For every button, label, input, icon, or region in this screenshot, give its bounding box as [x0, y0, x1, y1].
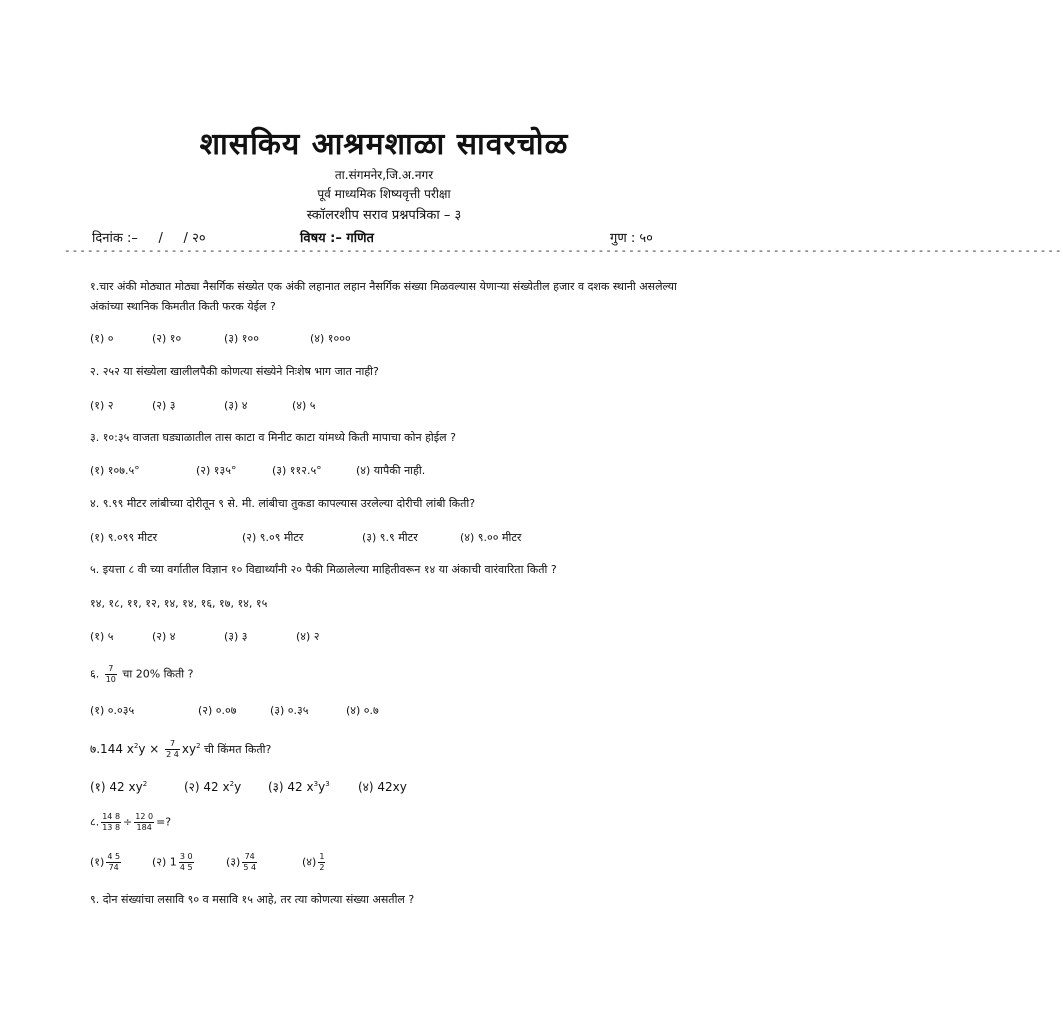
- option-3: (३) १००: [224, 332, 259, 345]
- option-2: (२) ४: [152, 630, 176, 643]
- option-3: (३) ०.३५: [270, 704, 309, 717]
- option-exponent: 2: [229, 780, 235, 788]
- fraction-numerator: 7: [105, 664, 117, 675]
- question-6-number: ६.: [90, 667, 100, 681]
- fraction-denominator: 184: [136, 823, 152, 832]
- option-text: (२) 42 x: [184, 780, 230, 794]
- q7-question-text: ची किंमत किती?: [200, 743, 272, 756]
- question-9: ९. दोन संख्यांचा लसावि ९० व मसावि १५ आहे, तर त्या कोणत्या संख्या असतील ?: [90, 893, 415, 906]
- fraction-denominator: 74: [108, 863, 119, 872]
- fraction-numerator: 3 0: [179, 852, 193, 861]
- fraction-denominator: 2: [319, 863, 325, 872]
- q8-operator: ÷: [123, 815, 133, 829]
- question-1: १.चार अंकी मोठ्यात मोठ्या नैसर्गिक संख्येत एक अंकी लहानात लहान नैसर्गिक संख्या मिळवल्यास येणाऱ्या संख्येतील हजार व दशक स्थानी असलेल्या अंकांच्या स्थानिक किमतीत किती फरक येईल ?: [90, 280, 677, 313]
- option-4: (४) यापैकी नाही.: [356, 464, 426, 477]
- option-4: (४) ५: [292, 399, 316, 412]
- fraction-numerator: 12 0: [135, 812, 154, 821]
- question-7: [90, 736, 271, 760]
- option-text: (३) 42 x: [268, 780, 314, 794]
- option-2: (२) १३५°: [196, 464, 237, 477]
- option-1: (१) ०.०३५: [90, 704, 135, 717]
- q8-number: ८.: [90, 815, 100, 829]
- option-2: (२) १०: [152, 332, 182, 345]
- question-5: ५. इयत्ता ८ वी च्या वर्गातील विज्ञान १० विद्यार्थ्यांनी २० पैकी मिळालेल्या माहितीवरून १४ या अंकाची वारंवारिता किती ?: [90, 563, 557, 576]
- option-2: (२) ०.०७: [198, 704, 237, 717]
- option-exponent: 2: [142, 780, 148, 788]
- fraction-denominator: 2 4: [166, 750, 179, 759]
- option-1: (१) ०: [90, 332, 114, 345]
- question-8: [90, 812, 171, 833]
- subject-label: विषय :– गणित: [300, 231, 374, 246]
- question-2: २. २५२ या संख्येला खालीलपैकी कोणत्या संख्येने निःशेष भाग जात नाही?: [90, 365, 379, 378]
- option-fraction: [318, 852, 325, 873]
- option-4: (४) ९.०० मीटर: [460, 531, 522, 544]
- option-tail: y: [234, 780, 242, 794]
- option-3: (३) ११२.५°: [272, 464, 322, 477]
- option-exponent: 3: [313, 780, 319, 788]
- option-1: (१) ९.०९९ मीटर: [90, 531, 158, 544]
- option-1: [90, 852, 123, 873]
- separator-line: -----------------------------------------------------------------------------------------------------------------------------------: [64, 244, 1063, 257]
- q7-mid: y ×: [138, 742, 160, 756]
- option-4: (४) ०.७: [346, 704, 379, 717]
- fraction-numerator: 7: [165, 739, 180, 750]
- paper-name: स्कॉलरशीप सराव प्रश्नपत्रिका – ३: [306, 208, 462, 223]
- q7-fraction: [165, 739, 180, 760]
- option-1: (१) २: [90, 399, 114, 412]
- q7-exponent-2: 2: [196, 742, 201, 750]
- fraction-numerator: 1: [319, 852, 325, 861]
- option-3: (३) ३: [224, 630, 248, 643]
- fraction-denominator: 5 4: [243, 863, 257, 872]
- option-4: (४) २: [296, 630, 320, 643]
- question-6: [90, 664, 193, 685]
- option-2: [152, 852, 196, 873]
- question-5-data: १४, १८, ११, १२, १४, १४, १६, १७, १४, १५: [90, 597, 268, 610]
- option-4: (४) 42xy: [358, 780, 407, 794]
- fraction-denominator: 13 8: [102, 823, 121, 832]
- q7-exponent: 2: [133, 742, 139, 750]
- option-3: (३) ४: [224, 399, 248, 412]
- question-6-text: चा 20% किती ?: [122, 667, 194, 681]
- fraction-seven-tenths: [105, 664, 117, 685]
- question-4: ४. ९.९९ मीटर लांबीच्या दोरीतून ९ से. मी. लांबीचा तुकडा कापल्यास उरलेल्या दोरीची लांबी किती?: [90, 497, 476, 510]
- option-3: (३) ९.९ मीटर: [362, 531, 418, 544]
- q7-prefix: ७.144 x: [90, 742, 134, 756]
- location-line: ता.संगमनेर,जि.अ.नगर: [334, 168, 434, 182]
- option-fraction: [242, 852, 257, 873]
- q8-question-mark: =?: [156, 815, 172, 829]
- option-label: (३): [226, 855, 241, 869]
- option-2: (२) ९.०९ मीटर: [242, 531, 304, 544]
- option-1: (१) ५: [90, 630, 114, 643]
- option-fraction: [179, 852, 194, 873]
- option-label: (४): [302, 855, 317, 869]
- option-fraction: [106, 852, 121, 873]
- option-exponent-2: 3: [325, 780, 330, 788]
- fraction-numerator: 4 5: [107, 852, 121, 861]
- option-2: [184, 778, 241, 795]
- exam-name: पूर्व माध्यमिक शिष्यवृत्ती परीक्षा: [317, 187, 451, 201]
- fraction-denominator: 10: [105, 675, 116, 684]
- marks-label: गुण : ५०: [610, 231, 653, 246]
- option-text: (१) 42 xy: [90, 780, 143, 794]
- option-4: [302, 852, 327, 873]
- q8-fraction-1: [101, 812, 121, 833]
- fraction-numerator: 14 8: [102, 812, 121, 821]
- option-3: [268, 778, 330, 795]
- option-3: [226, 852, 259, 873]
- option-mid: y: [318, 780, 326, 794]
- page-title: शासकिय आश्रमशाळा सावरचोळ: [199, 127, 569, 162]
- option-label: (१): [90, 855, 105, 869]
- fraction-numerator: 74: [242, 852, 257, 863]
- q7-tail: xy: [181, 742, 197, 756]
- option-4: (४) १०००: [310, 332, 351, 345]
- option-1: [90, 778, 147, 795]
- question-3: ३. १०:३५ वाजता घड्याळातील तास काटा व मिनीट काटा यांमध्ये किती मापाचा कोन होईल ?: [90, 431, 456, 444]
- date-field: दिनांक :– / / २०: [92, 231, 206, 246]
- option-1: (१) १०७.५°: [90, 464, 140, 477]
- option-label: (२) 1: [152, 855, 177, 869]
- q8-fraction-2: [134, 812, 154, 833]
- option-2: (२) ३: [152, 399, 176, 412]
- fraction-denominator: 4 5: [179, 863, 193, 872]
